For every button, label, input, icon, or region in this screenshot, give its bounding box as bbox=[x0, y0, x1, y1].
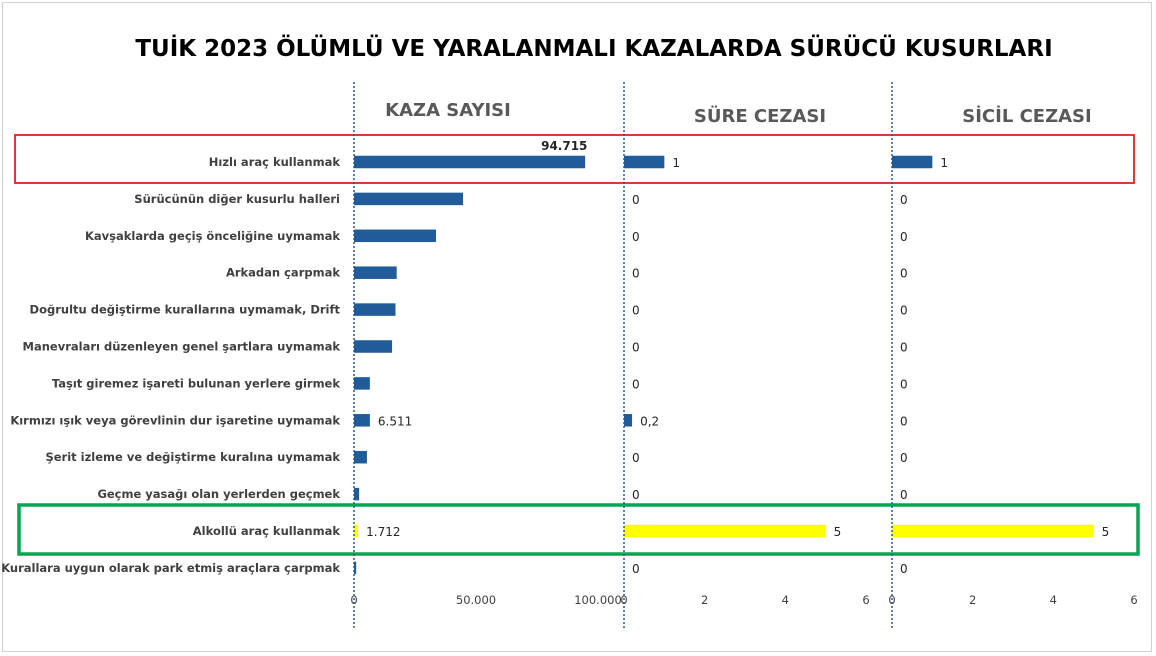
tick-label: 6 bbox=[1130, 593, 1138, 607]
category-label: Şerit izleme ve değiştirme kuralına uymamak bbox=[45, 450, 340, 465]
data-label: 0 bbox=[900, 229, 908, 244]
tick-label: 4 bbox=[1049, 593, 1057, 607]
data-label: 0 bbox=[632, 561, 640, 576]
tick-label: 4 bbox=[781, 593, 789, 607]
data-label: 0 bbox=[632, 340, 640, 355]
panel-titles bbox=[385, 100, 1092, 127]
bar bbox=[354, 193, 463, 206]
data-label: 1 bbox=[672, 156, 680, 170]
bar bbox=[624, 156, 664, 169]
tick-label: 2 bbox=[969, 593, 977, 607]
data-label: 0 bbox=[632, 192, 640, 207]
data-label: 0 bbox=[900, 377, 908, 392]
data-label: 0 bbox=[900, 488, 908, 503]
category-label: Doğrultu değiştirme kurallarına uymamak, Drift bbox=[29, 302, 340, 317]
category-label: Alkollü araç kullanmak bbox=[192, 524, 340, 538]
tick-label: 0 bbox=[350, 593, 358, 607]
bar bbox=[624, 525, 826, 538]
data-label: 0 bbox=[632, 229, 640, 244]
category-label: Taşıt giremez işareti bulunan yerlere girmek bbox=[51, 376, 340, 391]
data-label: 0 bbox=[632, 488, 640, 503]
tick-label: 2 bbox=[701, 593, 709, 607]
bar bbox=[354, 377, 370, 390]
category-label: Arkadan çarpmak bbox=[225, 265, 340, 280]
bar bbox=[354, 488, 359, 501]
category-label: Kurallara uygun olarak park etmiş araçlara çarpmak bbox=[1, 560, 340, 575]
bar bbox=[354, 156, 585, 169]
data-label: 0 bbox=[900, 414, 908, 429]
data-label: 94.715 bbox=[541, 139, 588, 153]
tick-label: 100.000 bbox=[574, 593, 622, 607]
category-label: Hızlı araç kullanmak bbox=[208, 155, 340, 169]
data-label: 0 bbox=[900, 451, 908, 466]
panel-title: SÜRE CEZASI bbox=[693, 106, 827, 127]
bar bbox=[892, 525, 1094, 538]
bar bbox=[354, 230, 436, 243]
bar bbox=[354, 303, 395, 316]
data-label: 0 bbox=[900, 266, 908, 281]
category-label: Sürücünün diğer kusurlu halleri bbox=[134, 191, 340, 206]
bar bbox=[354, 414, 370, 427]
data-label: 0,2 bbox=[640, 414, 660, 429]
panel-title: KAZA SAYISI bbox=[385, 100, 511, 121]
tick-label: 0 bbox=[888, 593, 896, 607]
data-label: 0 bbox=[900, 561, 908, 576]
data-label: 6.511 bbox=[377, 414, 413, 429]
category-labels bbox=[1, 155, 340, 575]
data-label: 1.712 bbox=[366, 525, 401, 539]
bar bbox=[354, 340, 392, 353]
category-label: Kırmızı ışık veya görevlinin dur işaretine uymamak bbox=[10, 413, 340, 428]
tick-label: 50.000 bbox=[455, 593, 497, 607]
tick-label: 6 bbox=[862, 593, 870, 607]
bar bbox=[624, 414, 632, 427]
data-label: 0 bbox=[632, 451, 640, 466]
data-label: 0 bbox=[632, 377, 640, 392]
data-label: 0 bbox=[632, 266, 640, 281]
bar bbox=[354, 266, 397, 279]
data-label: 0 bbox=[632, 303, 640, 318]
category-label: Manevraları düzenleyen genel şartlara uymamak bbox=[22, 339, 340, 354]
bar bbox=[354, 451, 367, 464]
data-label: 0 bbox=[900, 192, 908, 207]
data-label: 0 bbox=[900, 303, 908, 318]
panel-title: SİCİL CEZASI bbox=[962, 106, 1092, 127]
category-label: Kavşaklarda geçiş önceliğine uymamak bbox=[85, 228, 340, 243]
data-label: 5 bbox=[1101, 525, 1110, 539]
data-label: 0 bbox=[900, 340, 908, 355]
bar bbox=[892, 156, 932, 169]
bars bbox=[354, 139, 1109, 576]
category-label: Geçme yasağı olan yerlerden geçmek bbox=[97, 487, 340, 502]
data-label: 1 bbox=[940, 156, 948, 170]
chart-title: TUİK 2023 ÖLÜMLÜ VE YARALANMALI KAZALARDA SÜRÜCÜ KUSURLARI bbox=[135, 36, 1053, 62]
data-label: 5 bbox=[833, 525, 842, 539]
tick-label: 0 bbox=[620, 593, 628, 607]
